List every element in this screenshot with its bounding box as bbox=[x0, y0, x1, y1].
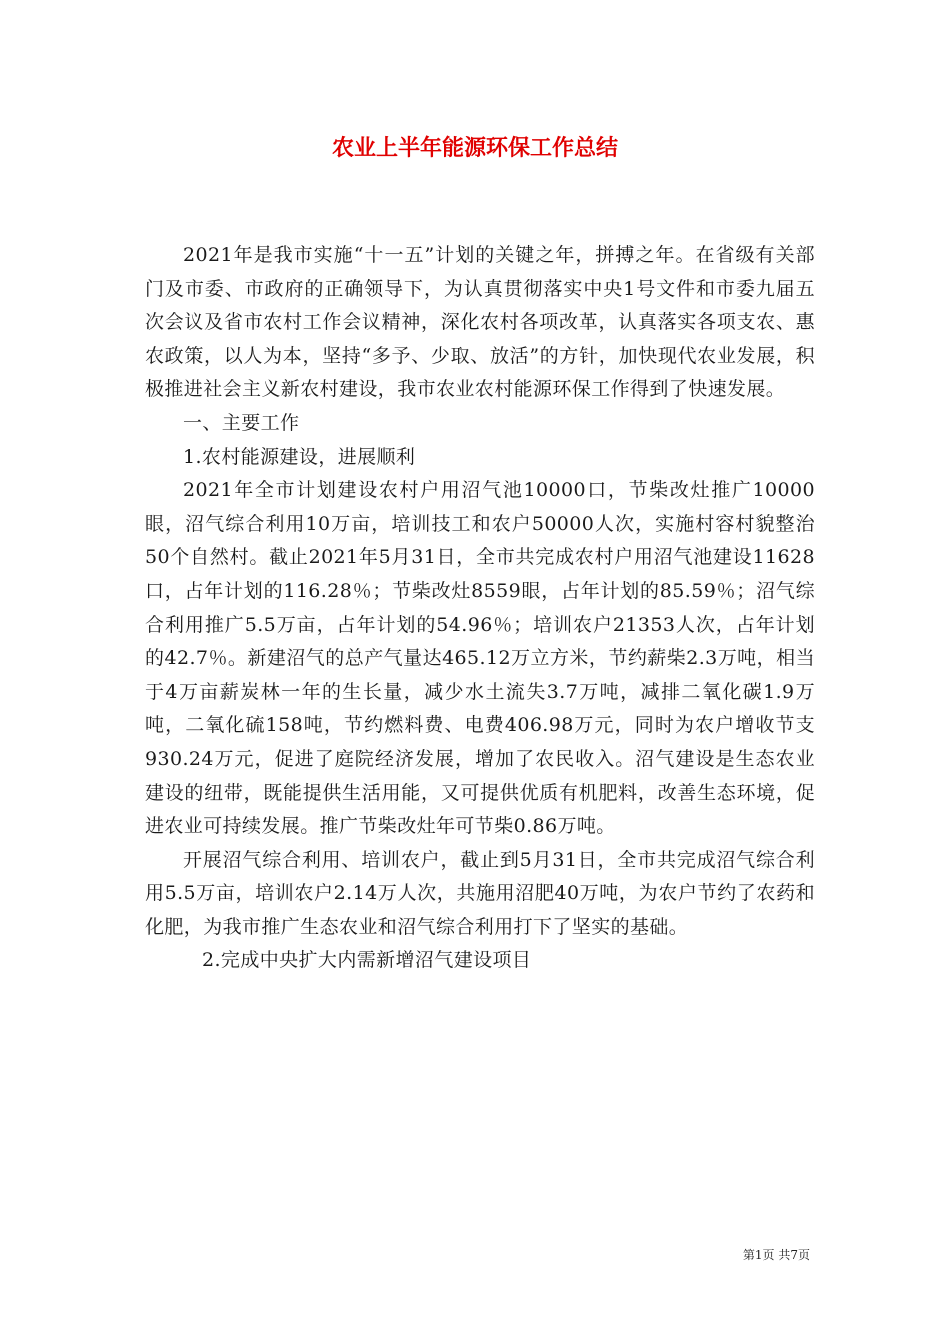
intro-paragraph: 2021年是我市实施“十一五”计划的关键之年，拼搏之年。在省级有关部门及市委、市政府的正确领导下，为认真贯彻落实中央1号文件和市委九届五次会议及省市农村工作会议精神，深化农村各项改革，认真落实各项支农、惠农政策，以人为本，坚持“多予、少取、放活”的方针，加快现代农业发展，积极推进社会主义新农村建设，我市农业农村能源环保工作得到了快速发展。 bbox=[145, 244, 815, 401]
page-number-indicator: 第1页 共7页 bbox=[742, 1248, 810, 1262]
document-title: 农业上半年能源环保工作总结 bbox=[331, 136, 618, 161]
subsection-heading-central-project: 2.完成中央扩大内需新增沼气建设项目 bbox=[202, 949, 532, 972]
document-body bbox=[145, 239, 815, 978]
biogas-utilization-paragraph: 开展沼气综合利用、培训农户，截止到5月31日，全市共完成沼气综合利用5.5万亩，培训农户2.14万人次，共施用沼肥40万吨，为农户节约了农药和化肥，为我市推广生态农业和沼气综合利用打下了坚实的基础。 bbox=[145, 848, 815, 938]
subsection-heading-rural-energy: 1.农村能源建设，进展顺利 bbox=[183, 445, 416, 468]
rural-energy-paragraph: 2021年全市计划建设农村户用沼气池10000口，节柴改灶推广10000眼，沼气综合利用10万亩，培训技工和农户50000人次，实施村容村貌整治50个自然村。截止2021年5月31日，全市共完成农村户用沼气池建设11628口，占年计划的116.28％；节柴改灶8559眼，占年计划的85.59％；沼气综合利用推广5.5万亩，占年计划的54.96％；培训农户21353人次，占年计划的42.7％。新建沼气的总产气量达465.12万立方米，节约薪柴2.3万吨，相当于4万亩薪炭林一年的生长量，减少水土流失3.7万吨，减排二氧化碳1.9万吨，二氧化硫158吨，节约燃料费、电费406.98万元，同时为农户增收节支930.24万元，促进了庭院经济发展，增加了农民收入。沼气建设是生态农业建设的纽带，既能提供生活用能，又可提供优质有机肥料，改善生态环境，促进农业可持续发展。推广节柴改灶年可节柴0.86万吨。 bbox=[145, 479, 815, 838]
section-heading-main-work: 一、主要工作 bbox=[183, 411, 300, 434]
